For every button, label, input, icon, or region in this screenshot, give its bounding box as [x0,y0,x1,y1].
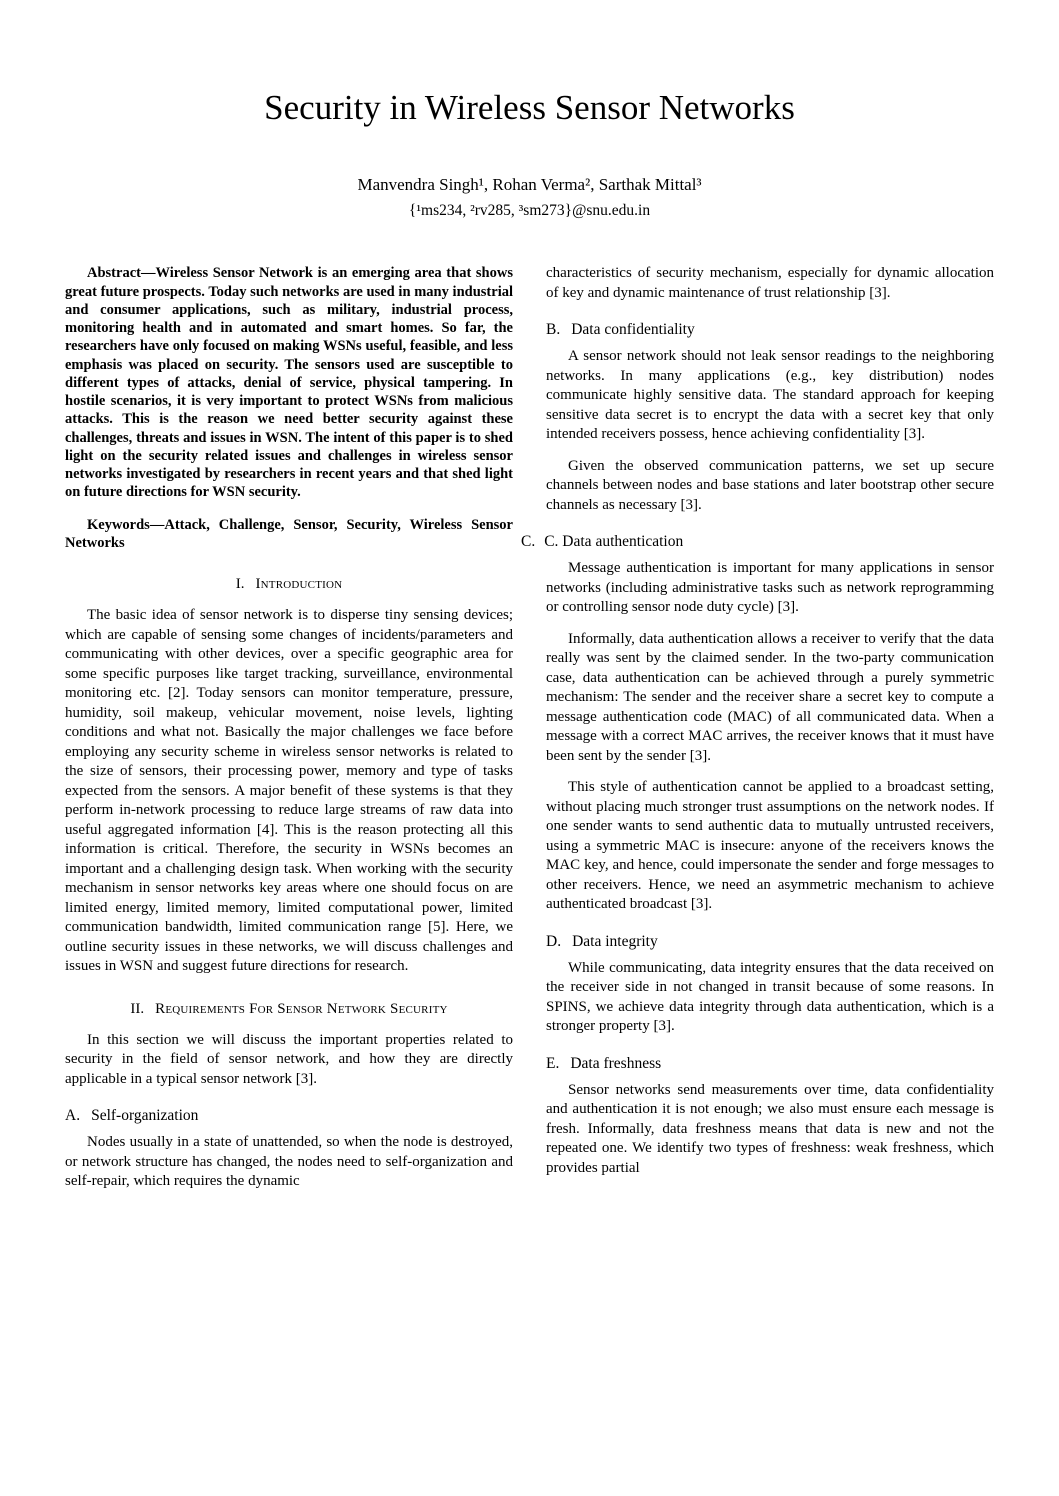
subsection-heading-data-confidentiality [546,321,994,339]
subsection-title: Data freshness [570,1054,662,1072]
paragraph-continuation: characteristics of security mechanism, especially for dynamic allocation of key and dynamic maintenance of trust relationship [3]. [546,265,994,301]
abstract-paragraph [65,264,513,501]
emails-line: {¹ms234, ²rv285, ³sm273}@snu.edu.in [408,202,651,220]
keywords-label: Keywords— [87,516,165,533]
authors-line: Manvendra Singh¹, Rohan Verma², Sarthak Mittal³ [357,175,702,195]
paragraph-data-confidentiality-2: Given the observed communication patterns, we set up secure channels between nodes and base stations and later bootstrap other secure channels as necessary [3]. [546,457,994,513]
paragraph-data-authentication-1: Message authentication is important for many applications in sensor networks (including administrative tasks such as network reprogramming or controlling sensor node duty cycle) [3]. [546,560,994,616]
subsection-title: Data confidentiality [571,321,695,339]
subsection-number: E. [546,1054,560,1072]
subsection-heading-self-organization [65,1107,513,1125]
paragraph-data-confidentiality-1: A sensor network should not leak sensor readings to the neighboring networks. In many applications (e.g., key distribution) nodes communicate highly sensitive data. The standard approach for keeping sensitive data secret is to encrypt the data with a secret key that only intended receivers possess, hence achieving confidentiality [3]. [546,348,994,443]
subsection-heading-data-integrity [546,933,994,951]
paragraph-data-integrity: While communicating, data integrity ensures that the data received on the receiver side in not changed in transit because of some reasons. In SPINS, we achieve data integrity through data authentication, which is a stronger property [3]. [546,959,994,1035]
subsection-heading-data-authentication [521,533,994,551]
abstract-text: Wireless Sensor Network is an emerging area that shows great future prospects. Today such networks are used in many industrial and consumer applications, such as military, industrial process, monitoring health and in automated and smart homes. So far, the researchers have only focused on making WSNs useful, feasible, and less emphasis was placed on security. The sensors used are susceptible to different types of attacks, denial of service, physical tampering. In hostile scenarios, it is very important to protect WSNs from malicious attacks. This is the reason we need better security against these challenges, threats and issues in WSN. The intent of this paper is to shed light on the security related issues and challenges in wireless sensor networks investigated by researchers in recent years and that shed light on future directions for WSN security. [65,265,513,501]
subsection-title: C. Data authentication [544,533,684,551]
subsection-number: C. [521,533,536,551]
subsection-number: B. [546,321,561,339]
right-column [521,264,994,1203]
page-title: Security in Wireless Sensor Networks [264,88,795,127]
paragraph-data-authentication-3: This style of authentication cannot be applied to a broadcast setting, without placing much stronger trust assumptions on the network nodes. If one sender wants to send authentic data to mutually untrusted receivers, using a symmetric MAC is insecure: anyone of the receivers knows the MAC key, and hence, could impersonate the sender and forge messages to other receivers. Hence, we need an asymmetric mechanism to achieve authenticated broadcast [3]. [546,779,994,913]
paragraph-data-freshness: Sensor networks send measurements over time, data confidentiality and authentication it is not enough; we also must ensure each message is fresh. Informally, data freshness means that data is new and not the repeated one. We identify two types of freshness: weak freshness, which provides partial [546,1081,994,1176]
abstract-label: Abstract— [87,265,156,282]
subsection-number: D. [546,932,562,950]
two-column-body [65,264,994,1203]
paragraph-requirements-intro: In this section we will discuss the important properties related to security in the field of sensor network, and how they are directly applicable in a typical sensor network [3]. [65,1031,513,1087]
section-heading-introduction [65,576,513,593]
paragraph-introduction: The basic idea of sensor network is to disperse tiny sensing devices; which are capable of sensing some changes of incidents/parameters and communicating with other devices, over a specific geographic area for some specific purposes like target tracking, surveillance, environmental monitoring etc. [2]. Today sensors can monitor temperature, pressure, humidity, soil makeup, vehicular movement, noise levels, lighting conditions and what not. Basically the major challenges we face before employing any security scheme in wireless sensor networks is related to the size of sensors, their processing power, memory and type of tasks expected from the sensors. A major benefit of these systems is that they perform in-network processing to reduce large streams of raw data into useful aggregated information [4]. This is the reason protecting all this information is critical. Therefore, the security in WSNs becomes an important and a challenging design task. When working with the security mechanism in sensor networks key areas where one should focus on are limited energy, limited memory, limited computational power, limited communication bandwidth, limited communication range [5]. Here, we outline security issues in these networks, we will discuss challenges and issues in WSN and suggest future directions for research. [65,607,513,975]
subsection-heading-data-freshness [546,1055,994,1073]
left-column [65,264,513,1203]
subsection-number: A. [65,1107,81,1125]
subsection-title: Data integrity [572,932,658,950]
section-number: I. [235,576,245,593]
paragraph-data-authentication-2: Informally, data authentication allows a receiver to verify that the data really was sent by the claimed sender. In the two-party communication case, data authentication can be achieved through a purely symmetric mechanism: The sender and the receiver share a secret key to compute a message authentication code (MAC) of all communicated data. When a message with a correct MAC arrives, the receiver knows that it must have been sent by the sender [3]. [546,630,994,764]
section-number: II. [130,1000,145,1017]
keywords-paragraph [65,516,513,553]
section-title: Introduction [255,576,343,593]
paragraph-self-organization: Nodes usually in a state of unattended, so when the node is destroyed, or network structure has changed, the nodes need to self-organization and self-repair, which requires the dynamic [65,1134,513,1190]
subsection-title: Self-organization [91,1107,199,1125]
keywords-text: Attack, Challenge, Sensor, Security, Wireless Sensor Networks [65,516,513,551]
section-heading-requirements [65,1001,513,1018]
section-title: Requirements For Sensor Network Security [155,1000,448,1017]
